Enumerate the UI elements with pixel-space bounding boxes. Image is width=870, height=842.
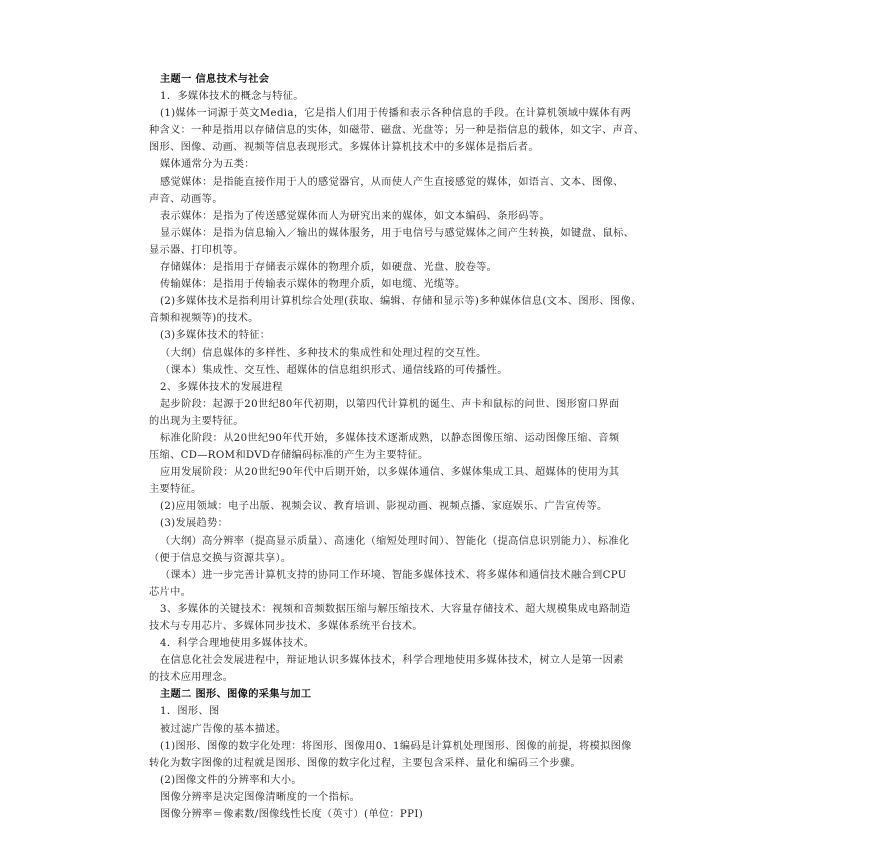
text-line: (2)应用领域：电子出版、视频会议、教育培训、影视动画、视频点播、家庭娱乐、广告宣传等。 [160,501,608,513]
text-line: (2)多媒体技术是指利用计算机综合处理(获取、编辑、存储和显示等)多种媒体信息(文本、图形、图像、 [160,296,642,308]
text-line: 种含义：一种是指用以存储信息的实体，如磁带、磁盘、光盘等；另一种是指信息的载体，如文字、声音、 [149,125,645,137]
text-line: 压缩、CD—ROM和DVD存储编码标准的产生为主要特征。 [149,450,429,462]
text-line: (2)图像文件的分辨率和大小。 [160,774,302,786]
text-line: 表示媒体：是指为了传送感觉媒体而人为研究出来的媒体，如文本编码、条形码等。 [160,210,550,222]
text-line: 4．科学合理地使用多媒体技术。 [160,638,315,650]
text-line: （便于信息交换与资源共享）。 [149,552,292,564]
text-line: (3)发展趋势： [160,518,229,530]
text-line: (1)媒体一词源于英文Media，它是指人们用于传播和表示各种信息的手段。在计算机领域中媒体有两 [160,108,632,120]
text-line: （课本）集成性、交互性、超媒体的信息组织形式、通信线路的可传播性。 [160,364,508,376]
text-line: 主要特征。 [149,484,202,496]
text-line: 的技术应用理念。 [149,672,234,684]
text-line: 感觉媒体：是指能直接作用于人的感觉器官，从而使人产生直接感觉的媒体，如语言、文本、图像、 [160,176,624,188]
text-line: 存储媒体：是指用于存储表示媒体的物理介质，如硬盘、光盘、胶卷等。 [160,262,498,274]
text-line: 图形、图像、动画、视频等信息表现形式。多媒体计算机技术中的多媒体是指后者。 [149,142,539,154]
section-heading: 主题二 图形、图像的采集与加工 [160,688,312,701]
text-line: 应用发展阶段：从20世纪90年代中后期开始，以多媒体通信、多媒体集成工具、超媒体的使用为其 [160,467,620,479]
text-line: 起步阶段：起源于20世纪80年代初期，以第四代计算机的诞生、声卡和鼠标的问世、图形窗口界面 [160,398,620,410]
text-line: 1．多媒体技术的概念与特征。 [160,91,304,103]
text-line: 1．图形、图 [160,706,220,718]
text-line: （大纲）信息媒体的多样性、多种技术的集成性和处理过程的交互性。 [160,347,487,359]
text-line: 音频和视频等)的技术。 [149,313,259,325]
text-line: 标准化阶段：从20世纪90年代开始，多媒体技术逐渐成熟，以静态图像压缩、运动图像压缩、音频 [160,432,620,444]
text-line: 显示媒体：是指为信息输入／输出的媒体服务，用于电信号与感觉媒体之间产生转换，如键盘、鼠标、 [160,227,635,239]
text-line: 声音、动画等。 [149,193,223,205]
text-line: 2、多媒体技术的发展进程 [160,381,283,393]
text-line: (3)多媒体技术的特征： [160,330,271,342]
text-line: 图像分辨率＝像素数/图像线性长度（英寸）(单位：PPI) [160,809,424,821]
text-line: 技术与专用芯片、多媒体同步技术、多媒体系统平台技术。 [149,621,423,632]
text-line: 媒体通常分为五类： [160,159,255,171]
text-line: 图像分辨率是决定图像清晰度的一个指标。 [160,791,361,803]
text-line: （大纲）高分辨率（提高显示质量）、高速化（缩短处理时间）、智能化（提高信息识别能力）、标准化 [160,535,630,547]
document-body [149,71,745,823]
text-line: 3、多媒体的关键技术：视频和音频数据压缩与解压缩技术、大容量存储技术、超大规模集成电路制造 [160,603,631,615]
text-line: （课本）进一步完善计算机支持的协同工作环境、智能多媒体技术、将多媒体和通信技术融合到CPU [160,569,627,581]
text-line: 在信息化社会发展进程中，辩证地认识多媒体技术，科学合理地使用多媒体技术，树立人是第一因素 [160,655,624,667]
text-line: 传输媒体：是指用于传输表示媒体的物理介质，如电缆、光缆等。 [160,279,466,291]
text-line: 被过滤广告像的基本描述。 [160,723,287,735]
text-line: 显示器、打印机等。 [149,244,244,256]
text-line: 的出现为主要特征。 [149,415,244,427]
text-line: 芯片中。 [149,586,192,598]
text-line: (1)图形、图像的数字化处理：将图形、图像用0、1编码是计算机处理图形、图像的前提，将模拟图像 [160,740,632,752]
text-line: 转化为数字图像的过程就是图形、图像的数字化过程，主要包含采样、量化和编码三个步骤。 [149,757,582,769]
section-heading: 主题一 信息技术与社会 [160,73,270,85]
